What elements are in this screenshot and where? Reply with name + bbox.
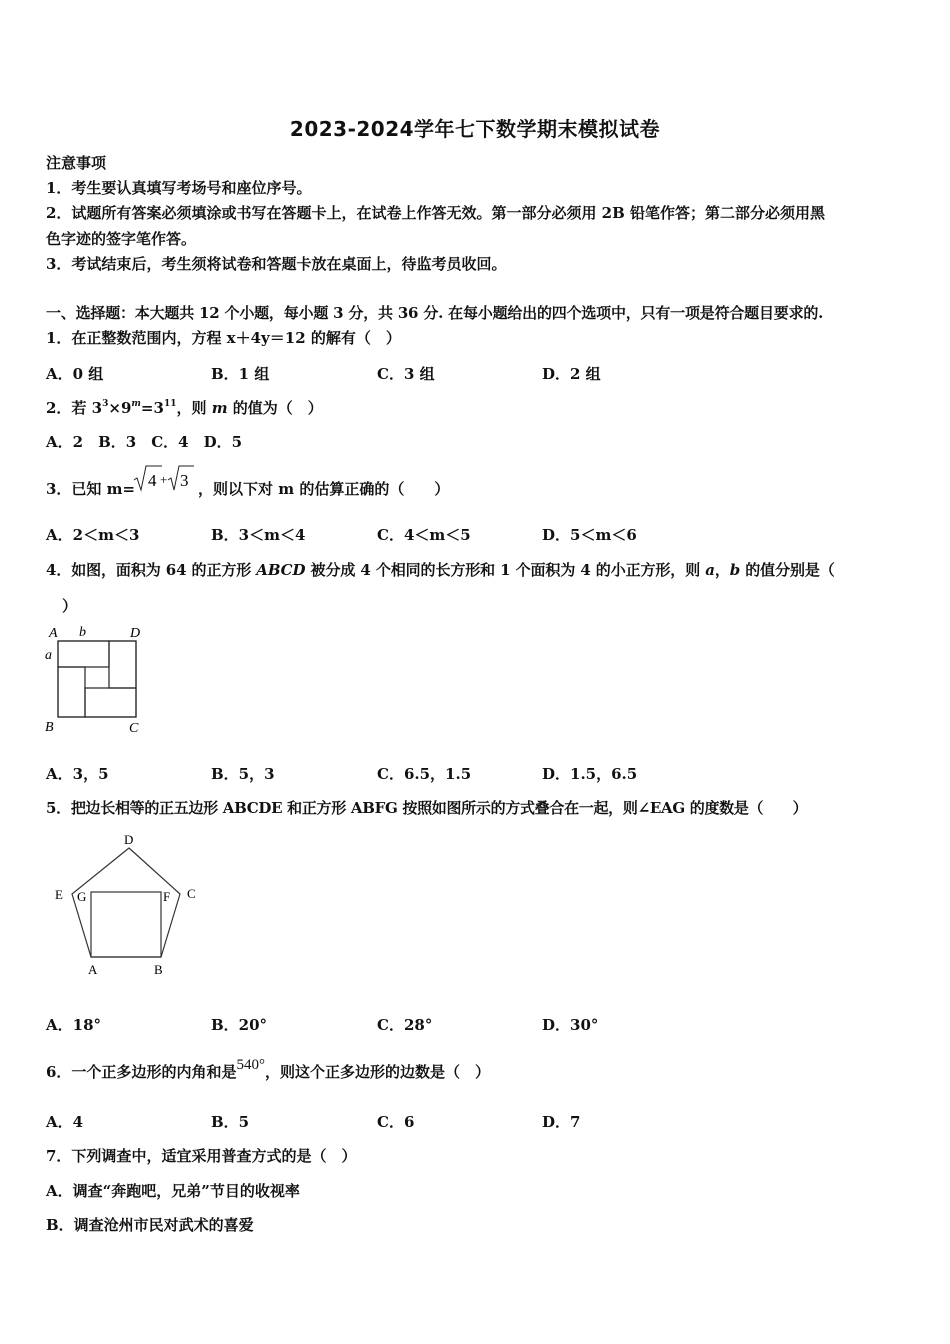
q4-stem-part1: 4．如图，面积为 64 的正方形	[46, 561, 257, 579]
q6-prefix: 6．一个正多边形的内角和是	[46, 1063, 237, 1081]
q4-stem-part3: 的值分别是（	[740, 561, 835, 579]
q4-stem-part2: 被分成 4 个相同的长方形和 1 个面积为 4 的小正方形，则	[305, 561, 706, 579]
q1-stem: 1．在正整数范围内，方程 x＋4y＝12 的解有（ ）	[46, 329, 401, 347]
q4-label-b: b	[79, 625, 86, 640]
q5-label-E: E	[55, 887, 63, 902]
notice-heading: 注意事项	[46, 154, 107, 172]
page-title: 2023-2024学年七下数学期末模拟试卷	[289, 117, 661, 141]
q3-stem	[46, 478, 135, 499]
q2-suffix-b: 的值为（ ）	[227, 399, 323, 417]
q1-option-b: B．1 组	[211, 365, 270, 383]
q5-label-D: D	[124, 832, 134, 847]
q3-radicand-2: 3	[180, 471, 189, 490]
q4-label-a: a	[45, 648, 52, 663]
q3-radical-expression	[132, 462, 196, 496]
q5-label-B: B	[154, 962, 163, 977]
q3-option-c: C．4＜m＜5	[377, 526, 471, 544]
q2-mid1: ×9	[108, 399, 132, 417]
notice-item-2: 2．试题所有答案必须填涂或书写在答题卡上，在试卷上作答无效。第一部分必须用 2B 铅笔作答；第二部分必须用黑	[46, 204, 826, 222]
section-heading: 一、选择题：本大题共 12 个小题，每小题 3 分，共 36 分. 在每小题给出的四个选项中，只有一项是符合题目要求的.	[46, 304, 824, 322]
q4-label-B: B	[45, 720, 54, 735]
q2-var: m	[211, 399, 228, 417]
q3-prefix: 3．已知 m=	[46, 480, 136, 498]
q6-option-a: A．4	[46, 1113, 84, 1131]
q5-option-a: A．18°	[46, 1016, 102, 1034]
q5-label-F: F	[163, 889, 171, 904]
q6-suffix: ，则这个正多边形的边数是（ ）	[264, 1063, 490, 1081]
q3-option-b: B．3＜m＜4	[211, 526, 306, 544]
q2-options: A．2 B．3 C．4 D．5	[46, 433, 243, 451]
notice-item-2-cont: 色字迹的签字笔作答。	[46, 230, 197, 248]
q4-figure-square-diagram	[40, 622, 160, 740]
q4-option-b: B．5，3	[211, 765, 275, 783]
q6-angle: 540°	[236, 1057, 265, 1073]
q3-plus: +	[160, 472, 168, 487]
q3-radicand-1: 4	[148, 471, 157, 490]
q6-option-d: D．7	[542, 1113, 581, 1131]
q2-prefix: 2．若 3	[46, 399, 103, 417]
q5-stem: 5．把边长相等的正五边形 ABCDE 和正方形 ABFG 按照如图所示的方式叠合在一起，则∠EAG 的度数是（ ）	[46, 799, 808, 817]
q6-stem	[46, 1057, 490, 1082]
q2-stem	[46, 397, 323, 418]
q3-option-d: D．5＜m＜6	[542, 526, 637, 544]
q5-label-G: G	[77, 889, 87, 904]
q4-option-d: D．1.5，6.5	[542, 765, 638, 783]
q4-square-name: ABCD	[256, 561, 306, 579]
q1-option-c: C．3 组	[377, 365, 435, 383]
q3-suffix: ，则以下对 m 的估算正确的（ ）	[198, 480, 450, 498]
q5-option-d: D．30°	[542, 1016, 599, 1034]
q7-option-b: B．调查沧州市民对武术的喜爱	[46, 1216, 254, 1234]
q2-exp3: 11	[163, 399, 177, 409]
q1-option-a: A．0 组	[46, 365, 104, 383]
notice-item-3: 3．考试结束后，考生须将试卷和答题卡放在桌面上，待监考员收回。	[46, 255, 507, 273]
q1-option-d: D．2 组	[542, 365, 601, 383]
q4-label-D: D	[130, 626, 141, 641]
q7-option-a: A．调查“奔跑吧，兄弟”节目的收视率	[46, 1182, 300, 1200]
q6-option-c: C．6	[377, 1113, 415, 1131]
q5-option-b: B．20°	[211, 1016, 268, 1034]
q4-label-C: C	[129, 721, 139, 736]
q6-option-b: B．5	[211, 1113, 250, 1131]
q2-exp2: m	[131, 399, 141, 409]
q5-label-C: C	[187, 886, 196, 901]
q5-label-A: A	[88, 962, 98, 977]
q4-label-A: A	[49, 626, 58, 641]
q4-var-a: a	[705, 561, 715, 579]
q5-option-c: C．28°	[377, 1016, 433, 1034]
q4-comma: ，	[714, 561, 730, 579]
q2-exp1: 3	[102, 399, 109, 409]
q2-mid2: =3	[140, 399, 164, 417]
q4-option-a: A．3，5	[46, 765, 109, 783]
q7-stem: 7．下列调查中，适宜采用普查方式的是（ ）	[46, 1147, 357, 1165]
q2-suffix-a: ，则	[176, 399, 212, 417]
q4-option-c: C．6.5，1.5	[377, 765, 472, 783]
q3-option-a: A．2＜m＜3	[46, 526, 140, 544]
q5-figure-pentagon-diagram	[48, 828, 208, 980]
q4-var-b: b	[729, 561, 741, 579]
q4-stem-close: ）	[62, 597, 78, 615]
q4-stem	[46, 559, 835, 580]
notice-item-1: 1．考生要认真填写考场号和座位序号。	[46, 179, 312, 197]
